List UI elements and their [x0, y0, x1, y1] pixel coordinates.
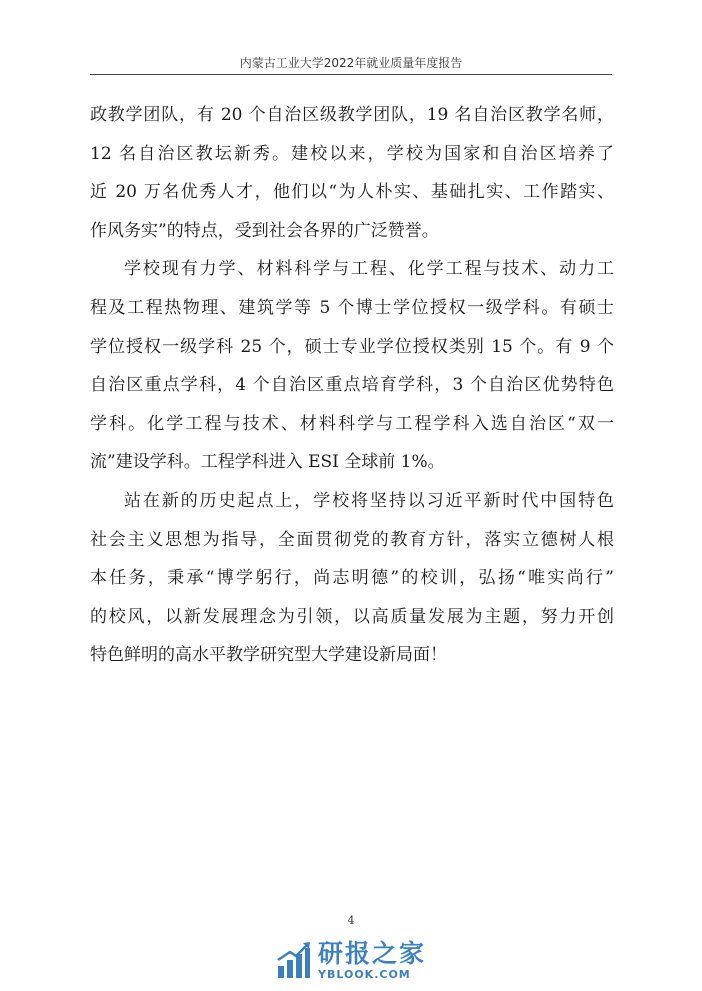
- header-divider: [90, 74, 612, 75]
- text-line: 12 名自治区教坛新秀。建校以来，学校为国家和自治区培养了: [90, 143, 614, 164]
- text-line: 特色鲜明的高水平教学研究型大学建设新局面！: [90, 645, 447, 666]
- bar-chart-arrow-icon: [276, 940, 312, 980]
- body-text: [90, 96, 614, 675]
- text-line: 近 20 万名优秀人才，他们以“为人朴实、基础扎实、工作踏实、: [90, 182, 614, 203]
- text-line: 学位授权一级学科 25 个，硕士专业学位授权类别 15 个。有 9 个: [90, 336, 614, 357]
- watermark-name-cn: 研报之家: [318, 938, 427, 968]
- text-line: 自治区重点学科，4 个自治区重点培育学科，3 个自治区优势特色: [90, 375, 614, 396]
- text-line: 流”建设学科。工程学科进入 ESI 全球前 1%。: [90, 452, 445, 473]
- text-line: 程及工程热物理、建筑学等 5 个博士学位授权一级学科。有硕士: [90, 297, 614, 318]
- paragraph-2: [90, 250, 614, 482]
- paragraph-3: [90, 482, 614, 675]
- text-line: 的校风，以新发展理念为引领，以高质量发展为主题，努力开创: [90, 606, 614, 627]
- watermark-logo: [276, 936, 426, 984]
- text-line: 站在新的历史起点上，学校将坚持以习近平新时代中国特色: [124, 490, 614, 511]
- text-line: 本任务，秉承“博学躬行，尚志明德”的校训，弘扬“唯实尚行”: [90, 568, 614, 589]
- text-line: 政教学团队，有 20 个自治区级教学团队，19 名自治区教学名师，: [90, 105, 614, 125]
- text-line: 社会主义思想为指导，全面贯彻党的教育方针，落实立德树人根: [90, 529, 614, 550]
- text-line: 作风务实”的特点，受到社会各界的广泛赞誉。: [90, 220, 439, 241]
- text-line: 学校现有力学、材料科学与工程、化学工程与技术、动力工: [124, 259, 614, 280]
- watermark-name-en: YBLOOK.COM: [318, 967, 411, 981]
- page-number: 4: [347, 914, 355, 927]
- paragraph-1: [90, 96, 614, 250]
- running-header: 内蒙古工业大学2022年就业质量年度报告: [239, 56, 463, 70]
- text-line: 学科。化学工程与技术、材料科学与工程学科入选自治区“双一: [90, 413, 614, 434]
